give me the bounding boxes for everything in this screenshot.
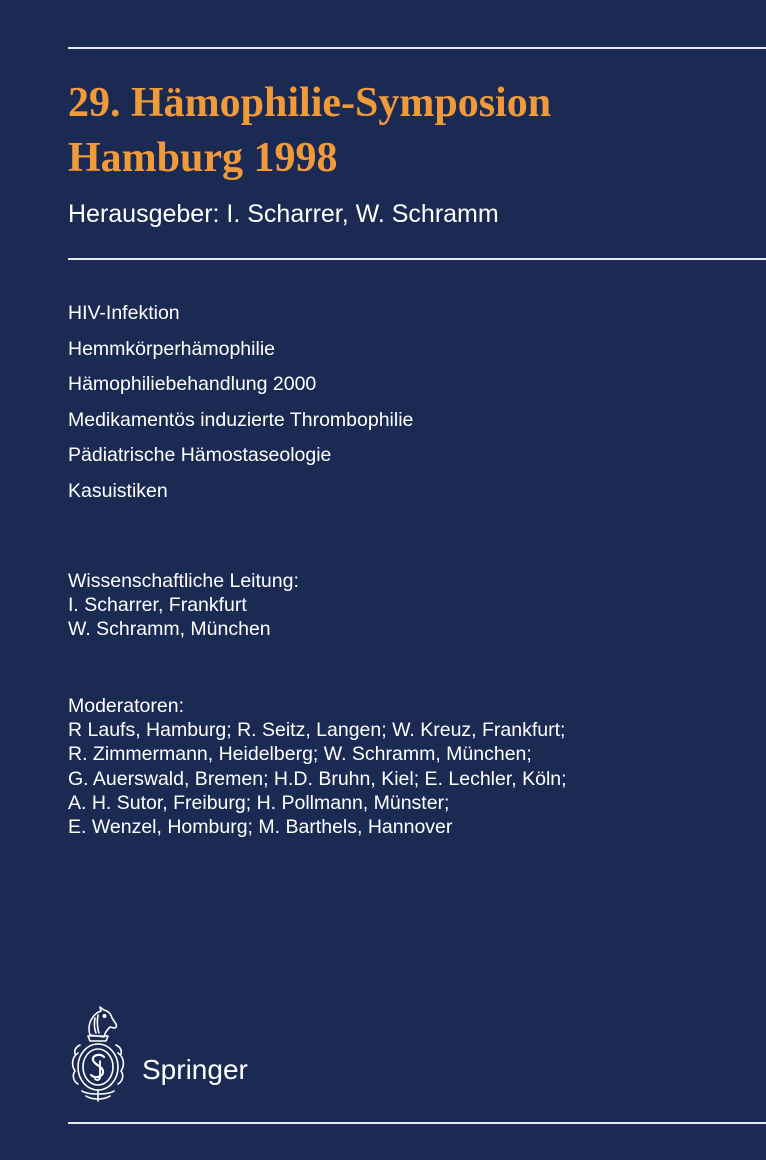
topic-item: HIV-Infektion	[68, 302, 180, 324]
topic-item: Pädiatrische Hämostaseologie	[68, 444, 332, 467]
middle-rule	[68, 258, 766, 260]
leadership-line: W. Schramm, München	[68, 618, 271, 641]
book-title	[68, 76, 551, 186]
leadership-heading: Wissenschaftliche Leitung:	[68, 570, 299, 592]
leadership-line: I. Scharrer, Frankfurt	[68, 594, 247, 617]
topic-item: Hemmkörperhämophilie	[68, 337, 275, 360]
topic-item: Hämophiliebehandlung 2000	[68, 373, 317, 396]
scientific-leadership	[68, 569, 299, 642]
moderators-line: R. Zimmermann, Heidelberg; W. Schramm, München;	[68, 743, 532, 766]
moderators-line: E. Wenzel, Homburg; M. Barthels, Hannover	[68, 816, 453, 839]
bottom-rule	[68, 1122, 766, 1124]
moderators-line: G. Auerswald, Bremen; H.D. Bruhn, Kiel; E. Lechler, Köln;	[68, 767, 567, 790]
topic-item: Kasuistiken	[68, 479, 168, 502]
title-line-2: Hamburg 1998	[68, 135, 338, 181]
moderators	[68, 694, 567, 839]
moderators-line: A. H. Sutor, Freiburg; H. Pollmann, Münster;	[68, 791, 450, 814]
moderators-heading: Moderatoren:	[68, 695, 184, 717]
publisher-imprint	[66, 1005, 326, 1105]
top-rule	[68, 47, 766, 49]
topic-item: Medikamentös induzierte Thrombophilie	[68, 408, 414, 431]
editors-line: Herausgeber: I. Scharrer, W. Schramm	[68, 200, 499, 228]
title-line-1: 29. Hämophilie-Symposion	[68, 80, 552, 126]
topic-list	[68, 296, 413, 510]
moderators-line: R Laufs, Hamburg; R. Seitz, Langen; W. Kreuz, Frankfurt;	[68, 719, 566, 742]
springer-knight-logo-icon	[66, 1005, 130, 1103]
publisher-name: Springer	[142, 1054, 248, 1085]
